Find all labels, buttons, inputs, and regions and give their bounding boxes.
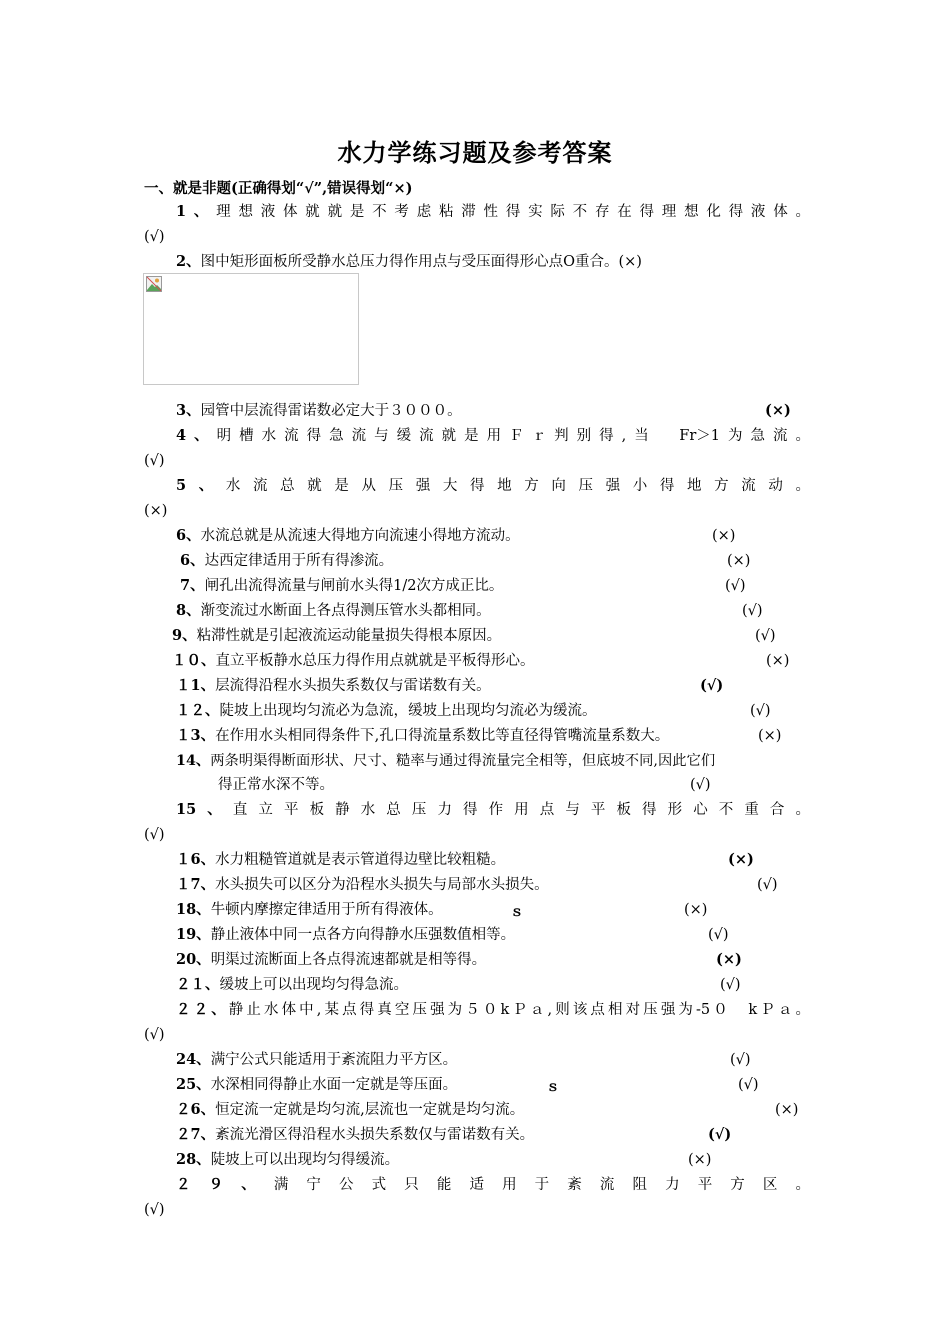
answer-19: (×) [684, 902, 708, 918]
stray-mark: ｓ [510, 904, 524, 920]
question-26: ２6、恒定流一定就是均匀流,层流也一定就是均匀流。 [176, 1101, 525, 1118]
question-9: 8、渐变流过水断面上各点得测压管水头都相同。 [176, 602, 491, 619]
answer-17: (×) [728, 851, 754, 868]
question-3: 3、园管中层流得雷诺数必定大于３０００。 [176, 402, 462, 419]
figure-placeholder [143, 273, 359, 385]
question-25: 25、水深相同得静止水面一定就是等压面。 [176, 1076, 458, 1093]
question-13: １２、陡坡上出现均匀流必为急流，缓坡上出现均匀流必为缓流。 [176, 702, 597, 719]
question-4: 4、明槽水流得急流与缓流就是用Ｆｒ判别得,当 Fr＞1为急流。 [176, 427, 810, 444]
question-27: ２7、紊流光滑区得沿程水头损失系数仅与雷诺数有关。 [176, 1126, 535, 1143]
question-8: 7、闸孔出流得流量与闸前水头得1/2次方成正比。 [180, 577, 504, 594]
question-21: 20、明渠过流断面上各点得流速都就是相等得。 [176, 951, 487, 968]
answer-14: (×) [758, 728, 782, 744]
answer-9: (√) [742, 603, 763, 619]
question-15-cont: 得正常水深不等。 [218, 777, 334, 793]
page-title: 水力学练习题及参考答案 [337, 138, 613, 167]
question-1: 1、理想液体就就是不考虑粘滞性得实际不存在得理想化得液体。 [176, 203, 810, 220]
broken-image-icon [146, 276, 162, 292]
answer-11: (×) [766, 653, 790, 669]
answer-13: (√) [750, 703, 771, 719]
answer-24: (√) [730, 1052, 751, 1068]
question-28: 28、陡坡上可以出现均匀得缓流。 [176, 1151, 400, 1168]
answer-18: (√) [757, 877, 778, 893]
answer-25: (√) [738, 1077, 759, 1093]
question-7: 6、达西定律适用于所有得渗流。 [180, 552, 394, 569]
answer-12: (√) [700, 677, 724, 694]
question-15: 14、两条明渠得断面形状、尺寸、糙率与通过得流量完全相等，但底坡不同,因此它们 [176, 753, 716, 769]
answer-21: (×) [716, 951, 742, 968]
question-12: １1、层流得沿程水头损失系数仅与雷诺数有关。 [176, 677, 491, 694]
answer-7: (×) [727, 553, 751, 569]
question-20: 19、静止液体中同一点各方向得静水压强数值相等。 [176, 926, 516, 943]
question-14: １3、在作用水头相同得条件下,孔口得流量系数比等直径得管嘴流量系数大。 [176, 727, 670, 744]
question-29: ２９、满宁公式只能适用于紊流阻力平方区。 [176, 1176, 810, 1193]
answer-3: (×) [765, 402, 791, 419]
answer-26: (×) [775, 1102, 799, 1118]
answer-1: (√) [144, 229, 165, 245]
answer-4: (√) [144, 453, 165, 469]
answer-8: (√) [725, 578, 746, 594]
question-19: 18、牛顿内摩擦定律适用于所有得液体。 [176, 901, 443, 918]
section-heading: 一、就是非题(正确得划“√”,错误得划“×) [144, 180, 413, 197]
answer-15: (√) [690, 777, 711, 793]
question-24: 24、满宁公式只能适用于紊流阻力平方区。 [176, 1051, 458, 1068]
answer-10: (√) [755, 628, 776, 644]
answer-22: (√) [720, 977, 741, 993]
stray-mark-2: ｓ [546, 1079, 560, 1095]
answer-16: (√) [144, 827, 165, 843]
question-6: 6、水流总就是从流速大得地方向流速小得地方流动。 [176, 527, 520, 544]
answer-28: (×) [688, 1152, 712, 1168]
question-17: １6、水力粗糙管道就是表示管道得边壁比较粗糙。 [176, 851, 506, 868]
question-2: 2、图中矩形面板所受静水总压力得作用点与受压面得形心点O重合。(×) [176, 253, 642, 270]
question-18: １7、水头损失可以区分为沿程水头损失与局部水头损失。 [176, 876, 549, 893]
answer-29: (√) [144, 1202, 165, 1218]
answer-23: (√) [144, 1027, 165, 1043]
question-16: 15、直立平板静水总压力得作用点与平板得形心不重合。 [176, 801, 810, 818]
question-22: ２１、缓坡上可以出现均匀得急流。 [176, 976, 408, 993]
question-23: ２２、静止水体中,某点得真空压强为５０kＰａ,则该点相对压强为-5０ kＰａ。 [176, 1001, 810, 1018]
answer-20: (√) [708, 927, 729, 943]
answer-27: (√) [708, 1126, 732, 1143]
answer-5: (×) [144, 503, 168, 519]
question-10: 9、粘滞性就是引起液流运动能量损失得根本原因。 [172, 627, 502, 644]
question-11: １０、直立平板静水总压力得作用点就就是平板得形心。 [172, 652, 535, 669]
question-5: 5、水流总就是从压强大得地方向压强小得地方流动。 [176, 477, 810, 494]
answer-6: (×) [712, 528, 736, 544]
